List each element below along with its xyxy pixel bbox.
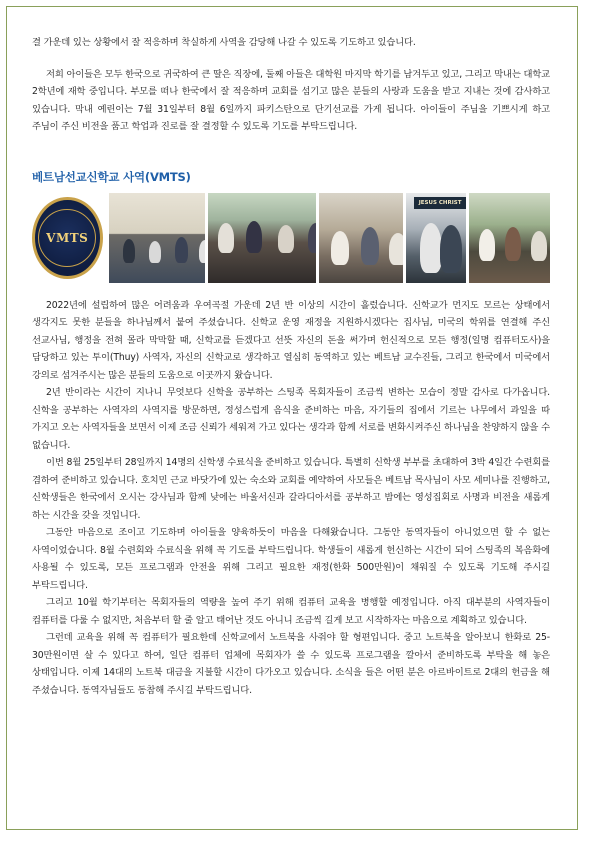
photo-sign: JESUS CHRIST xyxy=(414,197,465,209)
vmts-logo xyxy=(32,197,103,279)
photo-classroom xyxy=(109,193,206,283)
photo-outdoor-meal xyxy=(469,193,550,283)
paragraph-founding: 2022년에 설립하여 많은 어려움과 우여곡절 가운데 2년 반 이상의 시간이 흘렀습니다. 신학교가 먼지도 모르는 상태에서 생각지도 못한 분들을 하나님께서 붙여 주셨습니다. 신학교 운영 재정을 지원하시겠다는 집사님, 미국의 학위를 연결해 주신 선교사님, 행정을 전혀 몰라 막막할 때, 신학교를 듣겠다고 선뜻 자신의 돈을 써가며 헌신적으로 모든 행정(일명 컴퓨터도사)을 담당하고 있는 투이(Thuy) 사역자, 자신의 신학교로 생각하고 열심히 동역하고 있는 베트남 교수진들, 그리고 한국에서 미국에서 강의로 섬겨주시는 많은 분들의 도움으로 이곳까지 왔습니다. xyxy=(32,299,550,381)
paragraph-graduation: 이번 8월 25일부터 28일까지 14명의 신학생 수료식을 준비하고 있습니다. 특별히 신학생 부부를 초대하여 3박 4일간 수련회를 겸하여 준비하고 있습니다. 호치민 근교 바닷가에 있는 숙소와 교회를 예약하여 사모들은 베트남 목사님이 사모 세미나를 진행하고, 신학생들은 한국에서 오시는 강사님과 함께 낮에는 바울서신과 갈라디아서를 공부하고 밤에는 영성집회로 사명과 비전을 새롭게 하는 시간을 갖을 것입니다. xyxy=(32,457,550,521)
photo-strip xyxy=(32,193,550,283)
section-title: 베트남선교신학교 사역(VMTS) xyxy=(32,169,191,184)
paragraph-children: 저희 아이들은 모두 한국으로 귀국하여 큰 딸은 직장에, 둘째 아들은 대학원 마지막 학기를 남겨두고 있고, 그리고 막내는 대학교 2학년에 재학 중입니다. 부모를 떠나 한국에서 잘 적응하며 교회를 섬기고 많은 분들의 사랑과 도움을 받고 지내는 것에 감사하고 있습니다. 막내 예린이는 7월 31일부터 8월 6일까지 파키스탄으로 단기선교를 가게 됩니다. 아이들이 주님을 기쁘시게 하고 주님이 주신 비전을 품고 학업과 진로를 잘 결정할 수 있도록 기도를 부탁드립니다. xyxy=(32,68,550,132)
vmts-logo-text: VMTS xyxy=(38,209,96,267)
paragraph-prayer-request: 그동안 마음으로 조이고 기도하며 아이들을 양육하듯이 마음을 다해왔습니다. 그동안 동역자들이 아니었으면 할 수 없는 사역이었습니다. 8월 수련회와 수료식을 위해 꼭 기도를 부탁드립니다. 학생들이 새롭게 헌신하는 시간이 되어 스팅족의 복음화에 사용될 수 있도록, 모든 프로그램과 안전을 위해 그리고 필요한 재정(한화 500만원)이 채워질 수 있도록 기도해 주시길 부탁드립니다. xyxy=(32,527,550,591)
document-content xyxy=(32,34,550,699)
paragraph-laptops: 그런데 교육을 위해 꼭 컴퓨터가 필요한데 신학교에서 노트북을 사줘야 할 형편입니다. 중고 노트북을 알아보니 한화로 25-30만원이면 살 수 있다고 하여, 일단 컴퓨터 업체에 목회자가 쓸 수 있도록 프로그램을 깔아서 준비하도록 부탁을 해 놓은 상태입니다. 이제 14대의 노트북 대금을 지불할 시간이 다가오고 있습니다. 소식을 들은 어떤 분은 아르바이트로 2대의 헌금을 해 주셨습니다. 동역자님들도 동참해 주시길 부탁드립니다. xyxy=(32,632,550,696)
paragraph-change: 2년 반이라는 시간이 지나니 무엇보다 신학을 공부하는 스팅족 목회자들이 조금씩 변하는 모습이 정말 감사로 다가옵니다. 신학을 공부하는 사역자의 사역지를 방문하면, 정성스럽게 음식을 준비하는 마음, 자기들의 집에서 기르는 나무에서 과일을 따 가지고 오는 사역자들을 보면서 이제 조금 신뢰가 세워져 가고 있다는 생각과 함께 서로를 변화시켜주신 하나님을 찬양하지 않을 수 없습니다. xyxy=(32,387,550,451)
photo-dinner-table xyxy=(208,193,316,283)
photo-group-gathering xyxy=(319,193,403,283)
photo-embrace xyxy=(406,193,465,283)
paragraph-intro-end: 결 가운데 있는 상황에서 잘 적응하며 착실하게 사역을 감당해 나갈 수 있도록 기도하고 있습니다. xyxy=(32,37,416,48)
paragraph-computer-education: 그리고 10월 학기부터는 목회자들의 역량을 높여 주기 위해 컴퓨터 교육을 병행할 예정입니다. 아직 대부분의 사역자들이 컴퓨터를 다룰 수 없지만, 처음부터 할 줄 알고 태어난 것도 아니니 조금씩 길게 보고 시작하자는 마음으로 계획하고 있습니다. xyxy=(32,597,550,626)
